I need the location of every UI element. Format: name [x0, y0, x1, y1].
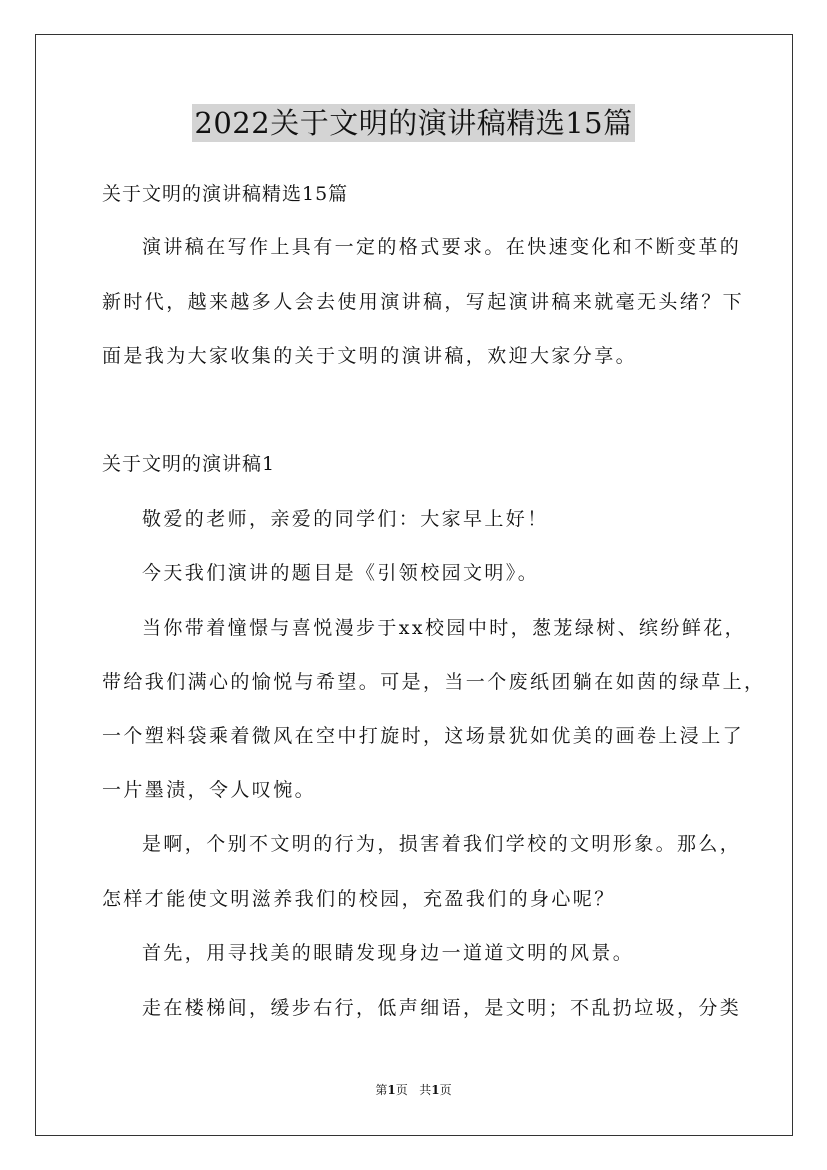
- page-suffix: 页: [395, 1083, 408, 1097]
- total-suffix: 页: [439, 1083, 452, 1097]
- paragraph-line: 敬爱的老师，亲爱的同学们：大家早上好！: [142, 508, 549, 530]
- paragraph-line: 新时代，越来越多人会去使用演讲稿，写起演讲稿来就毫无头绪？下: [102, 291, 745, 313]
- paragraph-line: 怎样才能使文明滋养我们的校园，充盈我们的身心呢？: [102, 888, 616, 910]
- paragraph-line: 演讲稿在写作上具有一定的格式要求。在快速变化和不断变革的: [142, 236, 742, 258]
- paragraph-line: 一个塑料袋乘着微风在空中打旋时，这场景犹如优美的画卷上浸上了: [102, 725, 745, 747]
- page-number: 1: [387, 1083, 396, 1097]
- paragraph-line: 首先，用寻找美的眼睛发现身边一道道文明的风景。: [142, 942, 635, 964]
- paragraph-line: 今天我们演讲的题目是《引领校园文明》。: [142, 562, 540, 584]
- total-prefix: 共: [419, 1083, 432, 1097]
- paragraph-line: 是啊，个别不文明的行为，损害着我们学校的文明形象。那么，: [142, 833, 742, 855]
- paragraph-line: 一片墨渍，令人叹惋。: [102, 779, 317, 801]
- paragraph-line: 带给我们满心的愉悦与希望。可是，当一个废纸团躺在如茵的绿草上，: [102, 671, 766, 693]
- title-block: [0, 104, 827, 142]
- paragraph-line: 当你带着憧憬与喜悦漫步于xx校园中时，葱茏绿树、缤纷鲜花，: [142, 617, 747, 639]
- document-title: 2022关于文明的演讲稿精选15篇: [194, 106, 633, 140]
- section-heading: 关于文明的演讲稿精选15篇: [102, 183, 349, 205]
- page-prefix: 第: [375, 1083, 388, 1097]
- paragraph-line: 面是我为大家收集的关于文明的演讲稿，欢迎大家分享。: [102, 345, 638, 367]
- speech-heading: 关于文明的演讲稿1: [102, 453, 276, 475]
- total-pages: 1: [431, 1083, 440, 1097]
- page-footer: [0, 1082, 827, 1098]
- paragraph-line: 走在楼梯间，缓步右行，低声细语，是文明；不乱扔垃圾，分类: [142, 997, 742, 1019]
